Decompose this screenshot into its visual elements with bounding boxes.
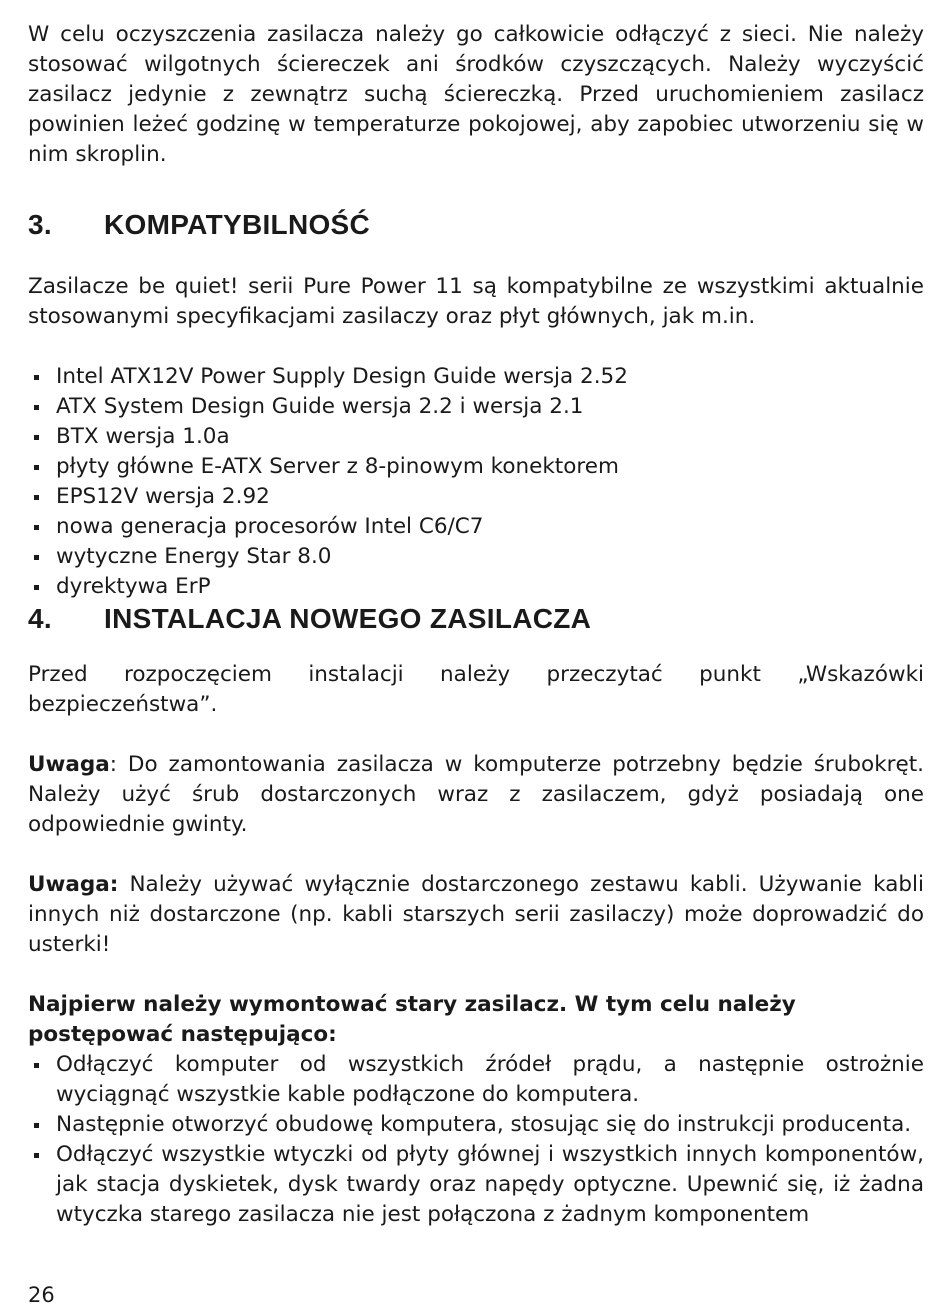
list-item: płyty główne E-ATX Server z 8-pinowym konektorem	[28, 452, 924, 482]
compatibility-paragraph: Zasilacze be quiet! serii Pure Power 11 są kompatybilne ze wszystkimi aktualnie stosowanymi specyfikacjami zasilaczy oraz płyt głównych, jak m.in.	[28, 274, 924, 329]
list-item: dyrektywa ErP	[28, 572, 924, 602]
note-label: Uwaga	[28, 752, 110, 777]
list-item: Odłączyć wszystkie wtyczki od płyty głównej i wszystkich innych komponentów, jak stacja dyskietek, dysk twardy oraz napędy optyczne. Upewnić się, iż żadna wtyczka starego zasilacza nie jest połączona z żadnym komponentem	[28, 1140, 924, 1230]
intro-paragraph: W celu oczyszczenia zasilacza należy go całkowicie odłączyć z sieci. Nie należy stosować wilgotnych ściereczek ani środków czyszczących. Należy wyczyścić zasilacz jedynie z zewnątrz suchą ściereczką. Przed uruchomieniem zasilacz powinien leżeć godzinę w temperaturze pokojowej, aby zapobiec utworzeniu się w nim skroplin.	[28, 22, 924, 167]
removal-heading: Najpierw należy wymontować stary zasilacz. W tym celu należy postępować następująco:	[28, 992, 796, 1047]
list-item: Następnie otworzyć obudowę komputera, stosując się do instrukcji producenta.	[28, 1110, 924, 1140]
removal-steps-list	[28, 1050, 924, 1230]
list-item: nowa generacja procesorów Intel C6/C7	[28, 512, 924, 542]
note-text: Należy używać wyłącznie dostarczonego zestawu kabli. Używanie kabli innych niż dostarczone (np. kabli starszych serii zasilaczy) może doprowadzić do usterki!	[28, 872, 924, 957]
list-item: ATX System Design Guide wersja 2.2 i wersja 2.1	[28, 392, 924, 422]
note-label: Uwaga:	[28, 872, 119, 897]
installation-paragraph: Przed rozpoczęciem instalacji należy przeczytać punkt „Wskazówki bezpieczeństwa”.	[28, 662, 924, 717]
list-item: EPS12V wersja 2.92	[28, 482, 924, 512]
section-4-number: 4.	[28, 603, 52, 634]
manual-page	[28, 20, 924, 1230]
list-item: Intel ATX12V Power Supply Design Guide wersja 2.52	[28, 362, 924, 392]
list-item: wytyczne Energy Star 8.0	[28, 542, 924, 572]
section-3-title: KOMPATYBILNOŚĆ	[104, 209, 371, 240]
section-4-title: INSTALACJA NOWEGO ZASILACZA	[104, 603, 592, 634]
note-cables	[28, 870, 924, 960]
section-3-number: 3.	[28, 209, 52, 240]
section-3-heading	[28, 208, 924, 242]
list-item: Odłączyć komputer od wszystkich źródeł prądu, a następnie ostrożnie wyciągnąć wszystkie kable podłączone do komputera.	[28, 1050, 924, 1110]
list-item: BTX wersja 1.0a	[28, 422, 924, 452]
note-screwdriver	[28, 750, 924, 840]
page-number: 26	[28, 1283, 55, 1307]
note-text: : Do zamontowania zasilacza w komputerze potrzebny będzie śrubokręt. Należy użyć śrub dostarczonych wraz z zasilaczem, gdyż posiadają one odpowiednie gwinty.	[28, 752, 924, 837]
section-4-heading	[28, 602, 924, 636]
compatibility-list	[28, 362, 924, 602]
